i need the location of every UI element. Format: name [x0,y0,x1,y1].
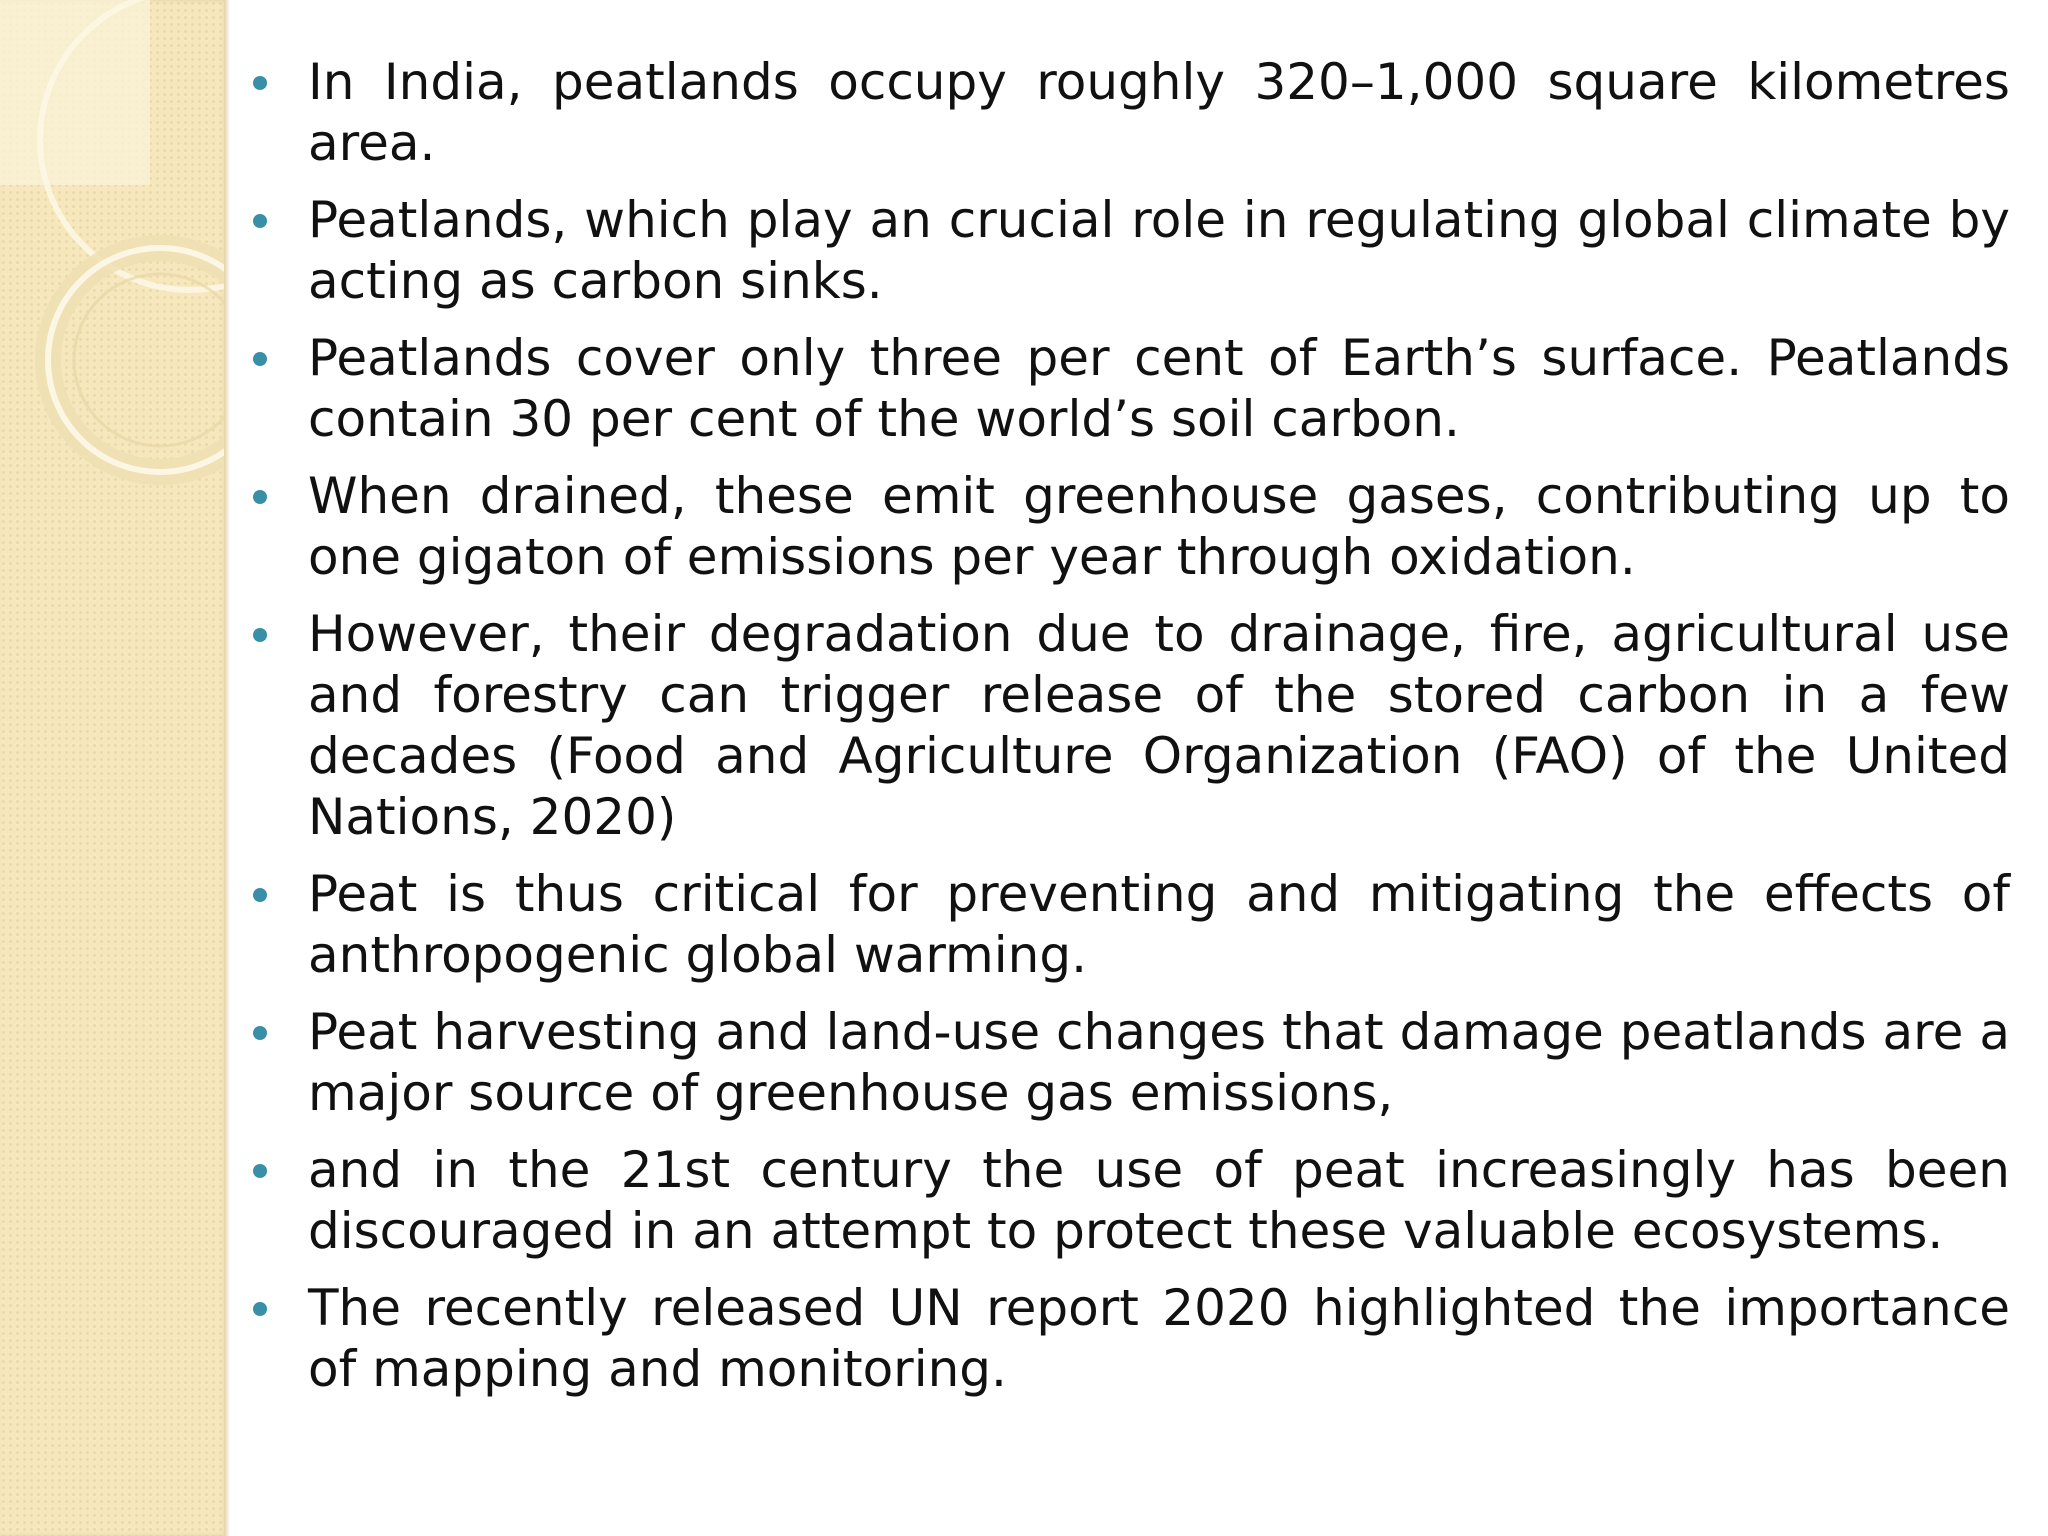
bullet-item [240,190,2010,312]
bullet-text: Peatlands, which play an crucial role in regulating global climate by acting as carbon sinks. [308,191,2010,310]
slide-content [240,52,2010,1416]
bullet-dot-icon [253,214,267,228]
bullet-item [240,1002,2010,1124]
bullet-dot-icon [253,888,267,902]
decorative-sidebar [0,0,228,1536]
sidebar-edge [224,0,230,1536]
bullet-text: Peat harvesting and land-use changes that damage peatlands are a major source of greenhouse gas emissions, [308,1003,2010,1122]
bullet-dot-icon [253,76,267,90]
bullet-text: Peatlands cover only three per cent of Earth’s surface. Peatlands contain 30 per cent of the world’s soil carbon. [308,329,2010,448]
bullet-dot-icon [253,628,267,642]
decorative-rings-graphic [0,0,228,520]
bullet-text: When drained, these emit greenhouse gases, contributing up to one gigaton of emissions per year through oxidation. [308,467,2010,586]
bullet-text: and in the 21st century the use of peat increasingly has been discouraged in an attempt to protect these valuable ecosystems. [308,1141,2010,1260]
bullet-list [240,52,2010,1400]
bullet-item [240,864,2010,986]
bullet-item [240,466,2010,588]
bullet-dot-icon [253,352,267,366]
bullet-item [240,328,2010,450]
bullet-dot-icon [253,490,267,504]
bullet-item [240,52,2010,174]
bullet-dot-icon [253,1026,267,1040]
bullet-text: However, their degradation due to drainage, fire, agricultural use and forestry can trigger release of the stored carbon in a few decades (Food and Agriculture Organization (FAO) of the United Nations, 2020) [308,605,2010,846]
bullet-text: In India, peatlands occupy roughly 320–1,000 square kilometres area. [308,53,2010,172]
bullet-dot-icon [253,1164,267,1178]
bullet-text: Peat is thus critical for preventing and mitigating the effects of anthropogenic global warming. [308,865,2010,984]
bullet-item [240,604,2010,848]
bullet-dot-icon [253,1302,267,1316]
bullet-item [240,1278,2010,1400]
bullet-text: The recently released UN report 2020 highlighted the importance of mapping and monitoring. [308,1279,2010,1398]
bullet-item [240,1140,2010,1262]
